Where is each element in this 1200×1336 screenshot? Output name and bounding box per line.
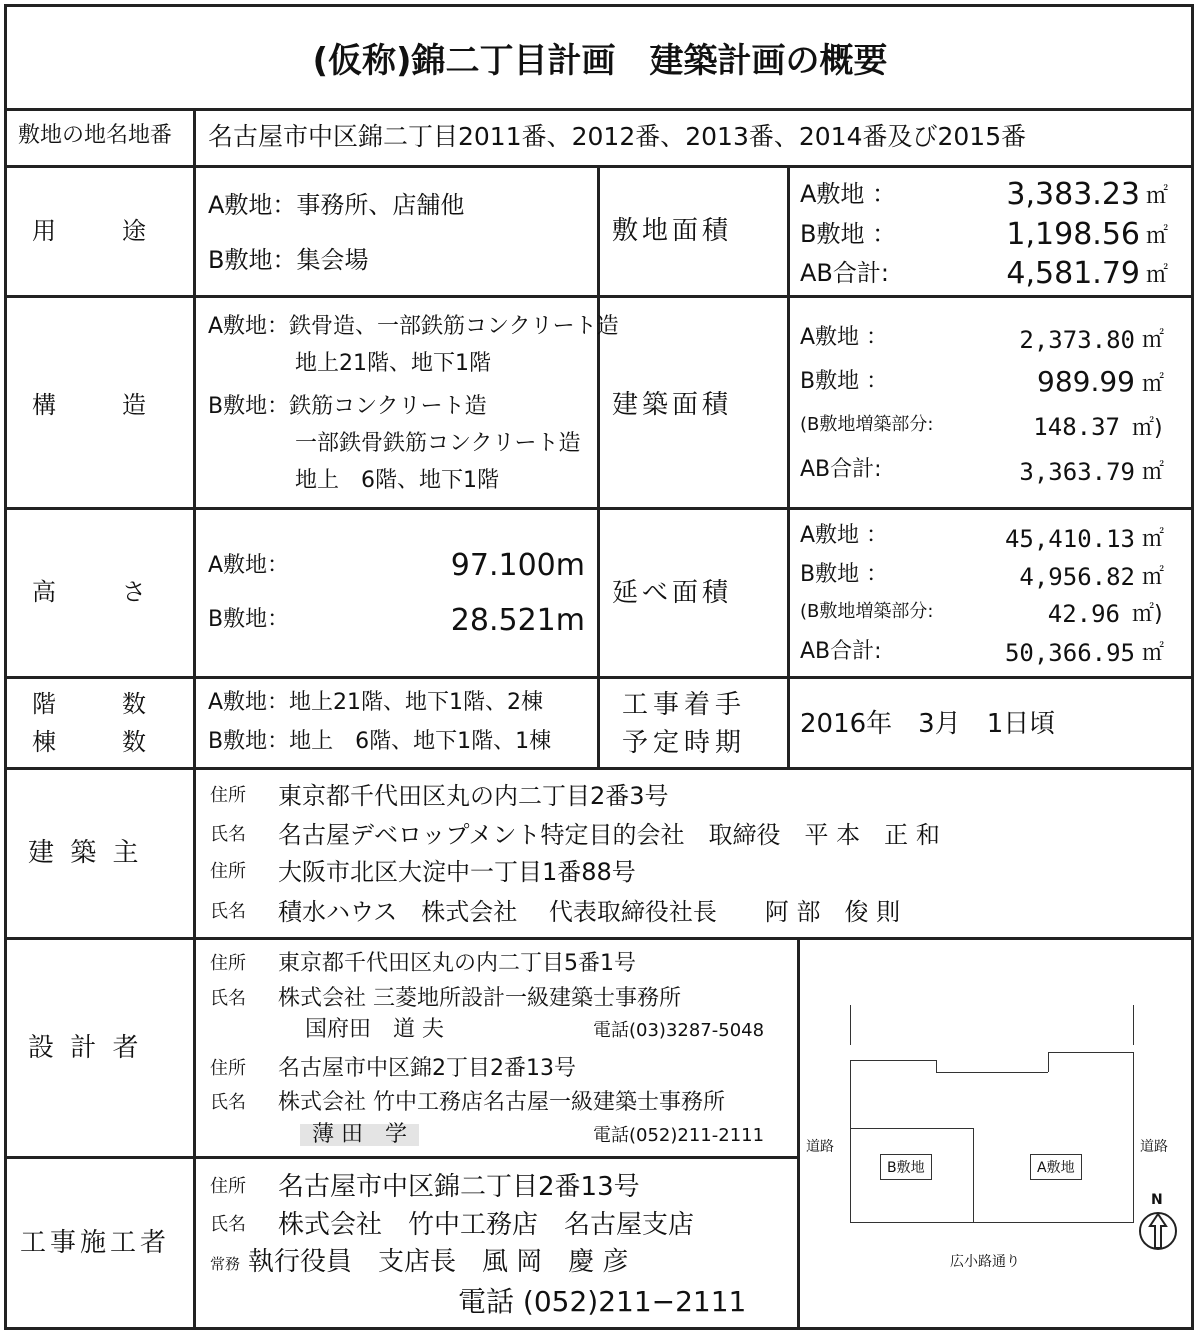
designer-person2: 薄 田 学 [300, 1124, 419, 1146]
building-area-key: B敷地 ： [800, 369, 889, 394]
map-road-left: 道路 [806, 1139, 834, 1155]
designer-addr1-key: 住所 [210, 953, 246, 974]
building-area-value: 3,363.79 [1019, 458, 1135, 486]
height-label: 高 さ [32, 578, 152, 606]
north-label: N [1151, 1192, 1163, 1208]
building-area-key: AB合計: [800, 457, 882, 482]
floor-area-key: A敷地 ： [800, 523, 889, 548]
site-area-unit: ㎡ [1146, 184, 1169, 209]
building-area-value: 148.37 [1033, 413, 1120, 441]
site-area-label: 敷地面積 [612, 216, 733, 246]
designer-label: 設 計 者 [28, 1033, 143, 1063]
page-title: (仮称)錦二丁目計画 建築計画の概要 [312, 41, 888, 81]
structure-label: 構 造 [32, 391, 152, 419]
floors-a: A敷地：地上21階、地下1階、2棟 [208, 690, 544, 715]
designer-addr1: 東京都千代田区丸の内二丁目5番1号 [278, 951, 636, 976]
contractor-role-small: 常務 [210, 1255, 241, 1273]
map-site-b: B敷地 [880, 1154, 932, 1180]
map-road-right: 道路 [1140, 1139, 1168, 1155]
floor-area-value: 42.96 [1047, 600, 1120, 628]
designer-name1: 株式会社 三菱地所設計一級建築士事務所 [278, 986, 681, 1011]
map-dash [850, 1005, 851, 1045]
floor-area-unit: ㎡ [1142, 527, 1165, 552]
floor-area-label: 延べ面積 [612, 578, 733, 608]
north-arrow-icon [1138, 1208, 1178, 1254]
site-area-key: B敷地 ： [800, 220, 897, 248]
owner-value: 東京都千代田区丸の内二丁目2番3号 [278, 782, 669, 810]
site-value: 名古屋市中区錦二丁目2011番、2012番、2013番、2014番及び2015番 [208, 122, 1027, 151]
owner-key: 氏名 [210, 824, 246, 845]
designer-name1-key: 氏名 [210, 988, 246, 1009]
building-area-unit: ㎡ [1142, 460, 1165, 485]
site-area-value: 4,581.79 [1006, 256, 1140, 291]
usage-a: A敷地：事務所、店舗他 [208, 191, 465, 219]
structure-line: 地上 6階、地下1階 [295, 468, 499, 493]
contractor-tel: 電話 (052)211−2111 [458, 1285, 747, 1318]
building-area-key: A敷地 ： [800, 325, 889, 350]
floor-area-value: 4,956.82 [1019, 563, 1135, 591]
floor-area-unit: ㎡ [1142, 641, 1165, 666]
floors-label: 階 数 [32, 690, 152, 718]
contractor-role: 執行役員 支店長 風 岡 慶 彦 [248, 1247, 629, 1277]
height-b-value: 28.521m [450, 603, 585, 638]
structure-line: 一部鉄骨鉄筋コンクリート造 [295, 431, 581, 456]
map-site-a: A敷地 [1030, 1154, 1082, 1180]
contractor-addr: 名古屋市中区錦二丁目2番13号 [278, 1172, 640, 1202]
map-street: 広小路通り [950, 1254, 1020, 1270]
site-area-key: A敷地 ： [800, 180, 897, 208]
owner-value: 大阪市北区大淀中一丁目1番88号 [278, 858, 636, 886]
building-area-unit: ㎡ [1142, 372, 1165, 397]
owner-label: 建 築 主 [28, 838, 143, 868]
floor-area-key: AB合計: [800, 639, 882, 664]
contractor-label: 工事施工者 [20, 1228, 171, 1258]
building-area-value: 989.99 [1037, 365, 1135, 398]
site-area-key: AB合計: [800, 259, 889, 287]
floor-area-value: 45,410.13 [1004, 525, 1135, 553]
height-a-label: A敷地： [208, 553, 290, 578]
contractor-name-key: 氏名 [210, 1214, 246, 1235]
designer-addr2-key: 住所 [210, 1058, 246, 1079]
site-area-value: 1,198.56 [1006, 217, 1140, 252]
building-area-label: 建築面積 [612, 390, 733, 420]
usage-b: B敷地：集会場 [208, 246, 369, 274]
floor-area-value: 50,366.95 [1004, 639, 1135, 667]
designer-tel1: 電話(03)3287-5048 [593, 1020, 765, 1041]
buildings-label: 棟 数 [32, 728, 152, 756]
start-value: 2016年 3月 1日頃 [800, 709, 1056, 739]
floor-area-key: (B敷地増築部分: [800, 601, 934, 622]
site-area-unit: ㎡ [1146, 263, 1169, 288]
owner-key: 住所 [210, 861, 246, 882]
site-area-value: 3,383.23 [1006, 177, 1140, 212]
floor-area-unit: ㎡ [1142, 565, 1165, 590]
owner-value: 積水ハウス 株式会社 代表取締役社長 阿 部 俊 則 [278, 898, 901, 926]
building-area-unit: ㎡ [1142, 328, 1165, 353]
owner-key: 住所 [210, 785, 246, 806]
map-dash [1133, 1005, 1134, 1045]
floor-area-key: B敷地 ： [800, 562, 889, 587]
owner-key: 氏名 [210, 901, 246, 922]
designer-name2: 株式会社 竹中工務店名古屋一級建築士事務所 [278, 1090, 725, 1115]
building-area-unit: ㎡) [1132, 416, 1163, 441]
site-label: 敷地の地名地番 [18, 123, 173, 148]
start-label-1: 工事着手 [622, 690, 747, 720]
contractor-name: 株式会社 竹中工務店 名古屋支店 [278, 1210, 695, 1240]
floors-b: B敷地：地上 6階、地下1階、1棟 [208, 729, 552, 754]
usage-label: 用 途 [32, 217, 152, 245]
designer-addr2: 名古屋市中区錦2丁目2番13号 [278, 1056, 576, 1081]
designer-person1: 国府田 道 夫 [305, 1017, 444, 1042]
site-area-unit: ㎡ [1146, 224, 1169, 249]
designer-tel2: 電話(052)211-2111 [593, 1125, 765, 1146]
height-a-value: 97.100m [450, 548, 585, 583]
building-area-value: 2,373.80 [1019, 326, 1135, 354]
structure-line: B敷地：鉄筋コンクリート造 [208, 394, 487, 419]
designer-name2-key: 氏名 [210, 1092, 246, 1113]
floor-area-unit: ㎡) [1132, 602, 1163, 627]
owner-value: 名古屋デベロップメント特定目的会社 取締役 平 本 正 和 [278, 821, 940, 849]
building-area-key: (B敷地増築部分: [800, 414, 934, 435]
structure-line: A敷地：鉄骨造、一部鉄筋コンクリート造 [208, 314, 619, 339]
height-b-label: B敷地： [208, 607, 290, 632]
structure-line: 地上21階、地下1階 [295, 351, 491, 376]
contractor-addr-key: 住所 [210, 1176, 246, 1197]
start-label-2: 予定時期 [622, 728, 747, 758]
